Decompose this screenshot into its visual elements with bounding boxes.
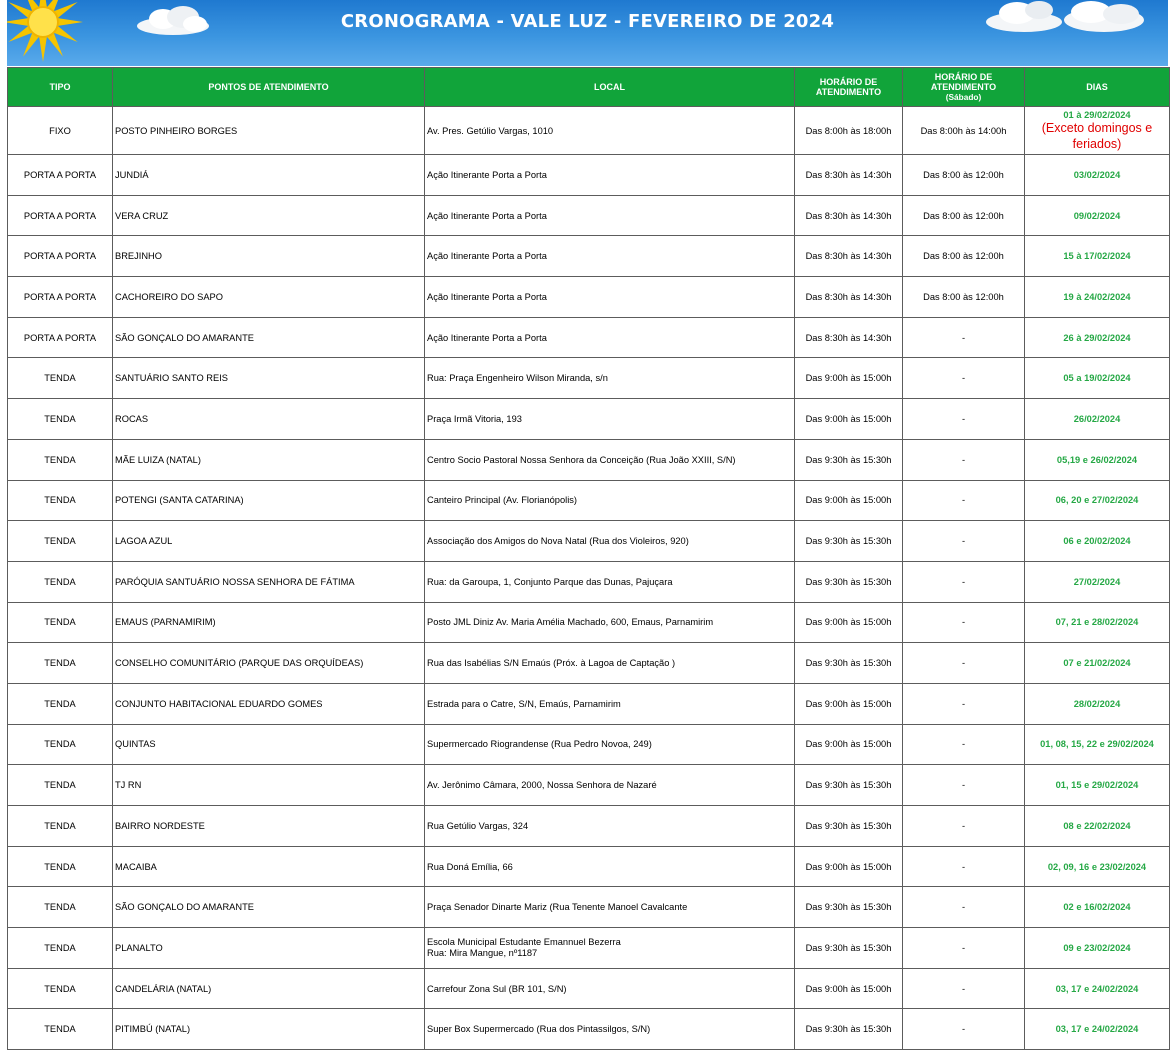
cell-local: Rua Getúlio Vargas, 324 [425,806,795,847]
cell-ponto: VERA CRUZ [113,195,425,236]
cell-horario: Das 8:30h às 14:30h [795,236,903,277]
header-horario: HORÁRIO DE ATENDIMENTO [795,68,903,107]
cell-local: Av. Jerônimo Câmara, 2000, Nossa Senhora de Nazaré [425,765,795,806]
cell-tipo: TENDA [8,602,113,643]
cell-dias: 01, 15 e 29/02/2024 [1025,765,1170,806]
header-dias: DIAS [1025,68,1170,107]
dias-range: 01 à 29/02/2024 [1063,109,1131,120]
cell-sabado: - [903,1009,1025,1050]
table-row [8,602,1170,643]
cell-sabado: - [903,968,1025,1009]
cell-horario: Das 9:30h às 15:30h [795,1009,903,1050]
cell-tipo: TENDA [8,968,113,1009]
table-row [8,683,1170,724]
cell-dias: 09 e 23/02/2024 [1025,928,1170,969]
cell-horario: Das 9:00h às 15:00h [795,358,903,399]
cell-horario: Das 9:30h às 15:30h [795,765,903,806]
cell-local: Associação dos Amigos do Nova Natal (Rua dos Violeiros, 920) [425,521,795,562]
cell-horario: Das 9:30h às 15:30h [795,806,903,847]
cell-sabado: - [903,480,1025,521]
cell-dias: 19 à 24/02/2024 [1025,277,1170,318]
table-row [8,521,1170,562]
cell-local: Rua Doná Emília, 66 [425,846,795,887]
cell-horario: Das 9:30h às 15:30h [795,643,903,684]
table-row [8,928,1170,969]
cell-dias: 07 e 21/02/2024 [1025,643,1170,684]
cell-sabado: - [903,928,1025,969]
table-row [8,806,1170,847]
cell-sabado: Das 8:00h às 14:00h [903,107,1025,155]
table-row [8,439,1170,480]
cell-horario: Das 9:00h às 15:00h [795,683,903,724]
table-row [8,358,1170,399]
table-row [8,155,1170,196]
cell-ponto: BAIRRO NORDESTE [113,806,425,847]
cell-tipo: TENDA [8,724,113,765]
schedule-table [7,67,1170,1050]
cell-ponto: PARÓQUIA SANTUÁRIO NOSSA SENHORA DE FÁTIMA [113,561,425,602]
header-horario-sabado-main: HORÁRIO DE ATENDIMENTO [930,72,997,92]
table-row [8,765,1170,806]
cell-tipo: PORTA A PORTA [8,277,113,318]
cell-dias: 06 e 20/02/2024 [1025,521,1170,562]
cell-local: Centro Socio Pastoral Nossa Senhora da Conceição (Rua João XXIII, S/N) [425,439,795,480]
cell-sabado: Das 8:00 às 12:00h [903,236,1025,277]
cell-local [425,928,795,969]
cell-local: Praça Irmã Vitoria, 193 [425,399,795,440]
table-row [8,277,1170,318]
cell-sabado: - [903,806,1025,847]
cell-ponto: CANDELÁRIA (NATAL) [113,968,425,1009]
cell-tipo: PORTA A PORTA [8,317,113,358]
table-row [8,480,1170,521]
cell-dias: 15 à 17/02/2024 [1025,236,1170,277]
cell-dias: 05 a 19/02/2024 [1025,358,1170,399]
cell-local: Rua: da Garoupa, 1, Conjunto Parque das Dunas, Pajuçara [425,561,795,602]
cell-ponto: MÃE LUIZA (NATAL) [113,439,425,480]
cell-horario: Das 8:30h às 14:30h [795,277,903,318]
cell-horario: Das 9:30h às 15:30h [795,521,903,562]
table-row [8,724,1170,765]
header-pontos: PONTOS DE ATENDIMENTO [113,68,425,107]
cell-ponto: TJ RN [113,765,425,806]
table-row [8,236,1170,277]
cell-local: Rua das Isabélias S/N Emaús (Próx. à Lagoa de Captação ) [425,643,795,684]
cell-ponto: CACHOREIRO DO SAPO [113,277,425,318]
cell-dias: 26/02/2024 [1025,399,1170,440]
cell-tipo: TENDA [8,399,113,440]
cell-sabado: Das 8:00 às 12:00h [903,195,1025,236]
cell-horario: Das 9:00h às 15:00h [795,399,903,440]
cell-dias: 09/02/2024 [1025,195,1170,236]
cell-horario: Das 9:30h às 15:30h [795,887,903,928]
table-header-row [8,68,1170,107]
cell-ponto: BREJINHO [113,236,425,277]
cell-dias: 08 e 22/02/2024 [1025,806,1170,847]
header-tipo: TIPO [8,68,113,107]
cell-tipo: PORTA A PORTA [8,195,113,236]
cell-dias: 02 e 16/02/2024 [1025,887,1170,928]
cell-sabado: - [903,683,1025,724]
cell-sabado: - [903,358,1025,399]
cell-ponto: CONSELHO COMUNITÁRIO (PARQUE DAS ORQUÍDEAS) [113,643,425,684]
cell-dias: 07, 21 e 28/02/2024 [1025,602,1170,643]
cell-ponto: POTENGI (SANTA CATARINA) [113,480,425,521]
cell-tipo: TENDA [8,928,113,969]
cell-local: Ação Itinerante Porta a Porta [425,195,795,236]
cell-sabado: - [903,317,1025,358]
cell-horario: Das 9:30h às 15:30h [795,561,903,602]
cell-local: Ação Itinerante Porta a Porta [425,155,795,196]
cell-local: Av. Pres. Getúlio Vargas, 1010 [425,107,795,155]
table-row [8,887,1170,928]
cell-ponto: MACAIBA [113,846,425,887]
cell-dias: 28/02/2024 [1025,683,1170,724]
cell-tipo: TENDA [8,521,113,562]
sun-icon [7,0,85,64]
cell-sabado: - [903,561,1025,602]
cell-sabado: - [903,602,1025,643]
cell-local: Rua: Praça Engenheiro Wilson Miranda, s/n [425,358,795,399]
cell-tipo: TENDA [8,358,113,399]
cell-tipo: PORTA A PORTA [8,155,113,196]
cell-sabado: - [903,887,1025,928]
cell-ponto: CONJUNTO HABITACIONAL EDUARDO GOMES [113,683,425,724]
cell-ponto: SÃO GONÇALO DO AMARANTE [113,887,425,928]
cell-ponto: SANTUÁRIO SANTO REIS [113,358,425,399]
cell-ponto: QUINTAS [113,724,425,765]
cell-dias: 03, 17 e 24/02/2024 [1025,968,1170,1009]
table-row [8,107,1170,155]
cell-horario: Das 8:30h às 14:30h [795,155,903,196]
dias-exception-note: (Exceto domingos e feriados) [1041,120,1153,151]
cell-dias: 03, 17 e 24/02/2024 [1025,1009,1170,1050]
cell-tipo: TENDA [8,846,113,887]
cell-tipo: PORTA A PORTA [8,236,113,277]
cell-tipo: TENDA [8,887,113,928]
cell-tipo: FIXO [8,107,113,155]
cell-local: Praça Senador Dinarte Mariz (Rua Tenente Manoel Cavalcante [425,887,795,928]
cell-dias: 03/02/2024 [1025,155,1170,196]
cell-horario: Das 9:30h às 15:30h [795,928,903,969]
table-row [8,643,1170,684]
cell-dias: 26 à 29/02/2024 [1025,317,1170,358]
cell-tipo: TENDA [8,439,113,480]
table-row [8,399,1170,440]
cell-local: Ação Itinerante Porta a Porta [425,277,795,318]
cell-ponto: PITIMBÚ (NATAL) [113,1009,425,1050]
header-horario-sabado-sub: (Sábado) [945,92,982,102]
cell-sabado: Das 8:00 às 12:00h [903,277,1025,318]
cell-ponto: PLANALTO [113,928,425,969]
cell-horario: Das 9:00h às 15:00h [795,602,903,643]
cell-horario: Das 8:00h às 18:00h [795,107,903,155]
cell-ponto: EMAUS (PARNAMIRIM) [113,602,425,643]
table-row [8,317,1170,358]
table-row [8,1009,1170,1050]
cell-dias: 01, 08, 15, 22 e 29/02/2024 [1025,724,1170,765]
header-horario-sabado [903,68,1025,107]
cell-horario: Das 9:00h às 15:00h [795,480,903,521]
table-row [8,561,1170,602]
table-row [8,195,1170,236]
cell-tipo: TENDA [8,806,113,847]
cell-dias: 05,19 e 26/02/2024 [1025,439,1170,480]
cell-local: Estrada para o Catre, S/N, Emaús, Parnamirim [425,683,795,724]
cell-sabado: - [903,765,1025,806]
cell-sabado: - [903,643,1025,684]
cell-ponto: POSTO PINHEIRO BORGES [113,107,425,155]
cell-local: Super Box Supermercado (Rua dos Pintassilgos, S/N) [425,1009,795,1050]
cell-ponto: ROCAS [113,399,425,440]
table-row [8,846,1170,887]
cell-dias: 27/02/2024 [1025,561,1170,602]
cell-ponto: LAGOA AZUL [113,521,425,562]
cell-sabado: - [903,399,1025,440]
cell-tipo: TENDA [8,683,113,724]
cell-local: Carrefour Zona Sul (BR 101, S/N) [425,968,795,1009]
cell-horario: Das 9:00h às 15:00h [795,846,903,887]
cell-horario: Das 8:30h às 14:30h [795,317,903,358]
cell-sabado: - [903,439,1025,480]
cell-horario: Das 9:00h às 15:00h [795,724,903,765]
cell-sabado: - [903,521,1025,562]
cell-ponto: JUNDIÁ [113,155,425,196]
cell-local: Ação Itinerante Porta a Porta [425,317,795,358]
cell-tipo: TENDA [8,765,113,806]
cell-horario: Das 9:30h às 15:30h [795,439,903,480]
cell-local: Posto JML Diniz Av. Maria Amélia Machado, 600, Emaus, Parnamirim [425,602,795,643]
cell-sabado: - [903,724,1025,765]
cell-horario: Das 9:00h às 15:00h [795,968,903,1009]
cell-tipo: TENDA [8,480,113,521]
cell-horario: Das 8:30h às 14:30h [795,195,903,236]
cell-sabado: Das 8:00 às 12:00h [903,155,1025,196]
table-row [8,968,1170,1009]
cell-dias [1025,107,1170,155]
cell-tipo: TENDA [8,1009,113,1050]
cell-local: Canteiro Principal (Av. Florianópolis) [425,480,795,521]
cell-tipo: TENDA [8,643,113,684]
local-line: Rua: Mira Mangue, nº1187 [427,947,538,958]
title-banner [7,0,1168,66]
cell-sabado: - [903,846,1025,887]
local-line: Escola Municipal Estudante Emannuel Bezerra [427,936,621,947]
cell-dias: 06, 20 e 27/02/2024 [1025,480,1170,521]
cell-ponto: SÃO GONÇALO DO AMARANTE [113,317,425,358]
cell-tipo: TENDA [8,561,113,602]
cell-local: Supermercado Riograndense (Rua Pedro Novoa, 249) [425,724,795,765]
cell-local: Ação Itinerante Porta a Porta [425,236,795,277]
cell-dias: 02, 09, 16 e 23/02/2024 [1025,846,1170,887]
header-local: LOCAL [425,68,795,107]
page-title: CRONOGRAMA - VALE LUZ - FEVEREIRO DE 2024 [340,11,835,32]
